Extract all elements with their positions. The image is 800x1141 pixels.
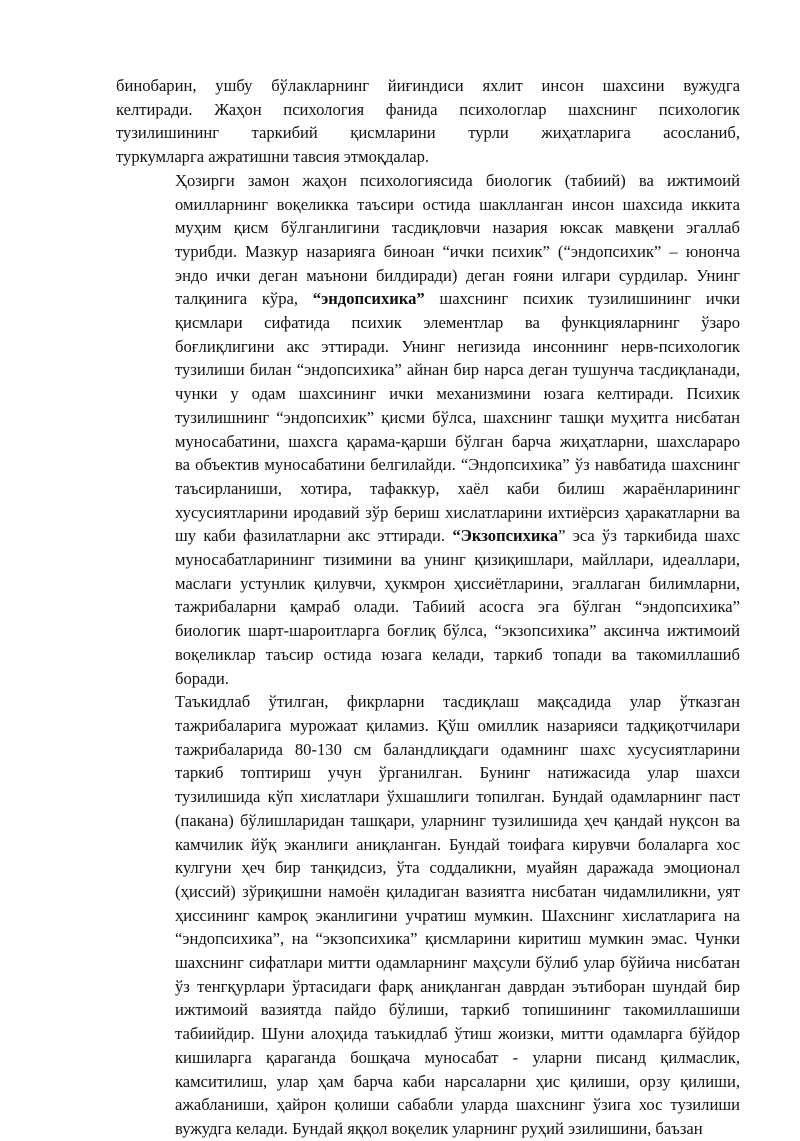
text-run: камчилик йўқ эканлиги аниқланган. Бундай тоифага кирувчи болаларга хос — [175, 834, 740, 854]
text-line — [116, 287, 740, 311]
text-run: ижтимоий вазиятда пайдо бўлиши, таркиб топишининг такомиллашиши — [175, 1000, 740, 1020]
text-line — [116, 216, 740, 240]
text-run: кишиларга қараганда бошқача муносабат - уларни писанд қилмаслик, — [175, 1047, 740, 1067]
text-line — [116, 785, 740, 809]
text-line — [116, 761, 740, 785]
text-line — [116, 1070, 740, 1094]
text-run: “эндопсихика”, на “экзопсихика” қисмларини киритиш мумкин эмас. Чунки — [175, 929, 740, 949]
text-line — [116, 548, 740, 572]
text-line — [116, 643, 740, 667]
text-line — [116, 430, 740, 454]
text-line — [116, 975, 740, 999]
text-line — [116, 358, 740, 382]
text-line — [116, 1093, 740, 1117]
text-line — [116, 809, 740, 833]
text-run: тузилишида кўп хислатлари ўхшашлиги топилган. Бундай одамларнинг паст — [175, 787, 740, 807]
paragraph — [116, 690, 740, 1140]
text-run: ва объектив муносабатини белгилайди. “Эндопсихика” ўз навбатида шахснинг — [175, 455, 740, 475]
text-run: ўз тенгқурлари ўртасидаги фарқ аниқланган даврдан эътиборан шундай бир — [175, 976, 740, 996]
text-line — [116, 335, 740, 359]
text-run: биологик шарт-шароитларга боғлиқ бўлса, “экзопсихика” аксинча ижтимоий — [175, 621, 740, 641]
text-run: камситилиш, улар ҳам барча каби нарсаларни ҳис қилиши, орзу қилиши, — [175, 1071, 740, 1091]
text-line — [116, 453, 740, 477]
bold-term: “эндопсихика” — [312, 289, 425, 309]
text-line — [116, 951, 740, 975]
text-line — [116, 619, 740, 643]
text-run: қисмлари сифатида психик элементлар ва функцияларнинг ўзаро — [175, 313, 740, 333]
text-line — [116, 501, 740, 525]
text-run: таркиб топтириш учун ўрганилган. Бунинг натижасида улар шахси — [175, 763, 740, 783]
text-run: тузилиши билан “эндопсихика” айнан бир нарса деган тушунча тасдиқланади, — [175, 360, 740, 380]
text-run: Ҳозирги замон жаҳон психологиясида биологик (табиий) ва ижтимоий — [175, 170, 740, 190]
text-run: муносабатларининг тизимини ва унинг қизиқишлари, майллари, идеаллари, — [175, 550, 740, 570]
text-run: туркумларга ажратишни тавсия этмоқдалар. — [116, 147, 430, 167]
text-line — [116, 477, 740, 501]
text-line — [116, 927, 740, 951]
text-run: бинобарин, ушбу бўлакларнинг йиғиндиси яхлит инсон шахсини вужудга — [116, 76, 740, 95]
text-line — [116, 1046, 740, 1070]
text-line — [116, 904, 740, 928]
text-line — [116, 311, 740, 335]
text-run: эндо ички деган маънони билдиради) деган ғояни илгари сурдилар. Унинг — [175, 265, 740, 285]
text-line — [116, 382, 740, 406]
paragraph — [116, 74, 740, 169]
text-run: воқеликлар таъсир остида юзага келади, таркиб топади ва такомиллашиб — [175, 644, 740, 664]
text-line — [116, 524, 740, 548]
text-line — [116, 98, 740, 122]
paragraph — [116, 169, 740, 690]
document-page — [116, 74, 740, 1141]
text-run: муҳим қисм бўлганлигини тасдиқловчи назария юксак мавқени эгаллаб — [175, 218, 740, 238]
text-run: келтиради. Жаҳон психология фанида психологлар шахснинг психологик — [116, 99, 740, 119]
text-line — [116, 145, 740, 169]
text-line — [116, 714, 740, 738]
text-line — [116, 833, 740, 857]
text-line — [116, 998, 740, 1022]
text-run: кулгуни ҳеч бир танқидсиз, ўта соддаликни, муайян даражада эмоционал — [175, 858, 740, 878]
text-run: шахснинг сифатлари митти одамларнинг маҳсули бўлиб улар бўйича нисбатан — [175, 953, 740, 973]
text-run: омилларнинг воқеликка таъсири остида шаклланган инсон шахсида иккита — [175, 194, 740, 214]
bold-term: “Экзопсихика — [452, 526, 559, 546]
text-line — [116, 667, 740, 691]
text-run: тажрибаларида 80-130 см баландлиқдаги одамнинг шахс хусусиятларини — [175, 739, 740, 759]
text-run: тузилишининг таркибий қисмларини турли жиҳатларига асосланиб, — [116, 123, 740, 143]
text-line — [116, 169, 740, 193]
text-run: табиийдир. Шуни алоҳида таъкидлаб ўтиш жоизки, митти одамларга бўйдор — [175, 1024, 740, 1044]
text-run: ажабланиши, ҳайрон қолиши сабабли уларда шахснинг ўзига хос тузилиши — [175, 1095, 740, 1115]
text-run: боради. — [175, 668, 229, 688]
text-run: турибди. Мазкур назарияга биноан “ички психик” (“эндопсихик” – юнонча — [175, 241, 740, 261]
text-line — [116, 690, 740, 714]
text-run: тажрибаларни қамраб олади. Табиий асосга эга бўлган “эндопсихика” — [175, 597, 740, 617]
text-line — [116, 264, 740, 288]
text-line — [116, 1022, 740, 1046]
text-run: тузилишнинг “эндопсихик” қисми бўлса, шахснинг ташқи муҳитга нисбатан — [175, 407, 740, 427]
text-line — [116, 406, 740, 430]
text-run: (ҳиссий) зўриқишни намоён қиладиган вазиятга нисбатан чидамлиликни, уят — [175, 881, 740, 901]
text-line — [116, 738, 740, 762]
text-run: таъсирланиши, хотира, тафаккур, хаёл каби билиш жараёнларининг — [175, 478, 740, 498]
text-line — [116, 74, 740, 98]
text-line — [116, 880, 740, 904]
text-run: боғлиқлигини акс эттиради. Унинг негизида инсоннинг нерв-психологик — [175, 336, 740, 356]
text-run: чунки у одам шахсининг ички механизмини юзага келтиради. Психик — [175, 384, 740, 404]
text-run: ” эса ўз таркибида шахс — [558, 526, 740, 546]
text-line — [116, 1117, 740, 1141]
text-line — [116, 856, 740, 880]
text-run: ҳиссининг камроқ эканлигини учратиш мумкин. Шахснинг хислатларига на — [175, 905, 740, 925]
text-run: (пакана) бўлишларидан ташқари, уларнинг тузилишида ҳеч қандай нуқсон ва — [175, 810, 740, 830]
text-line — [116, 193, 740, 217]
text-run: тажрибаларига мурожаат қиламиз. Қўш омиллик назарияси тадқиқотчилари — [175, 715, 740, 735]
text-line — [116, 121, 740, 145]
text-run: маслаги устунлик қилувчи, ҳукмрон ҳиссиётларини, эгаллаган билимларни, — [175, 573, 740, 593]
text-line — [116, 595, 740, 619]
text-run: талқинига кўра, — [175, 289, 313, 309]
text-line — [116, 240, 740, 264]
text-run: вужудга келади. Бундай яққол воқелик уларнинг руҳий эзилишини, баъзан — [175, 1118, 703, 1138]
text-run: Таъкидлаб ўтилган, фикрларни тасдиқлаш мақсадида улар ўтказган — [175, 692, 740, 712]
text-run: хусусиятларини иродавий зўр бериш хислатларини ихтиёрсиз ҳаракатларни ва — [175, 502, 740, 522]
text-run: шахснинг психик тузилишининг ички — [424, 289, 740, 309]
text-line — [116, 572, 740, 596]
text-run: шу каби фазилатларни акс эттиради. — [175, 526, 453, 546]
text-run: муносабатини, шахсга қарама-қарши бўлган барча жиҳатларни, шахслараро — [175, 431, 740, 451]
